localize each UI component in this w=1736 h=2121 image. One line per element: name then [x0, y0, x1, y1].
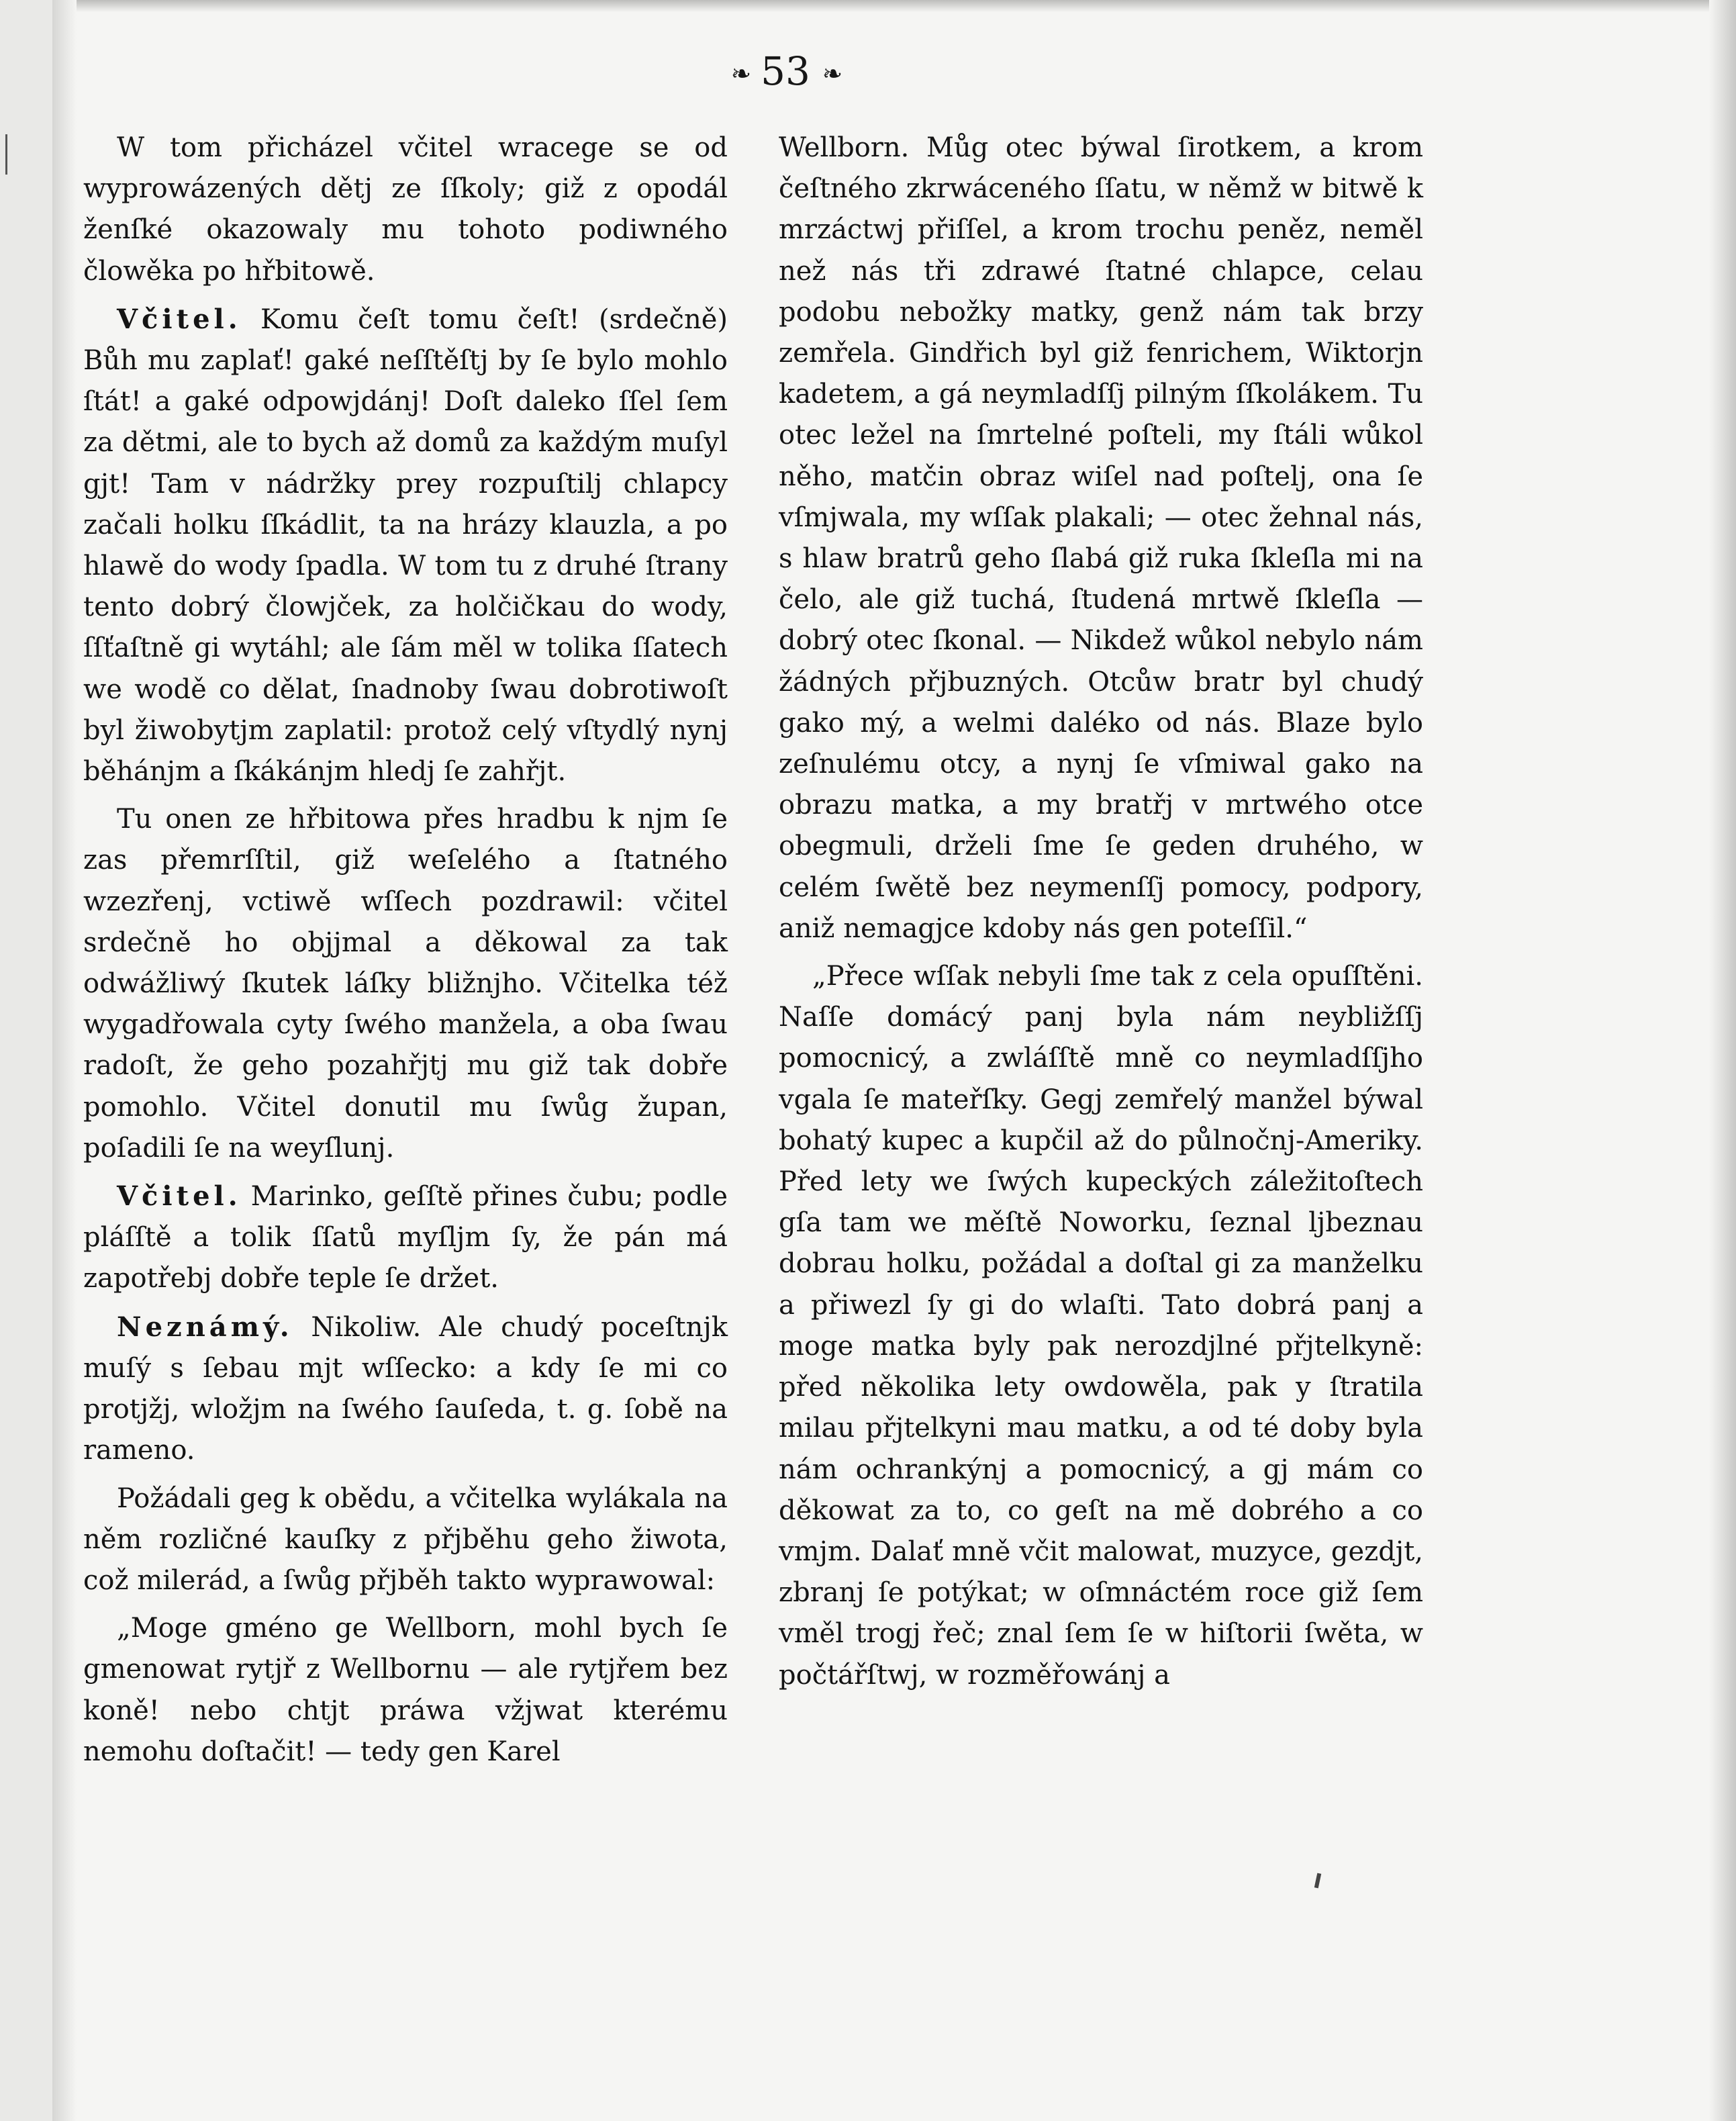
- paragraph: Wellborn. Můg otec býwal ſirotkem, a krom čeſtného zkrwáceného ſſatu, w němž w bitwě k mrzáctwj přiſſel, a krom trochu peněz, neměl než nás tři zdrawé ſtatné chlapce, celau podobu nebožky matky, genž nám tak brzy zemřela. Gindřich byl giž fenrichem, Wiktorjn kadetem, a gá neymladſſj pilným ſſkolákem. Tu otec ležel na ſmrtelné poſteli, my ſtáli wůkol něho, matčin obraz wiſel nad poſtelj, ona ſe vſmjwala, my wſſak plakali; — otec žehnal nás, s hlaw bratrů geho ſlabá giž ruka ſkleſla mi na čelo, ale giž tuchá, ſtudená mrtwě ſkleſla — dobrý otec ſkonal. — Nikdež wůkol nebylo nám žádných přjbuzných. Otcůw bratr byl chudý gako mý, a welmi daléko od nás. Blaze bylo zeſnulému otcy, a nynj ſe vſmiwal gako na obrazu matka, a my bratřj v mrtwého otce obegmuli, drželi ſme ſe geden druhého, w celém ſwětě bez neymenſſj pomocy, podpory, aniž nemagjce kdoby nás gen poteſſil.“: [779, 132, 1423, 944]
- ink-speck: [1314, 1873, 1321, 1889]
- left-column: [83, 128, 728, 1773]
- header-ornament-right: ❧: [822, 60, 840, 89]
- page-top-edge-shadow: [77, 0, 1736, 12]
- dialogue-text: Nikoliw. Ale chudý poceſtnjk muſý s ſebau mjt wſſecko: a kdy ſe mi co protjžj, wložjm na ſwého ſauſeda, t. g. ſobě na rameno.: [83, 1311, 728, 1466]
- header-ornament-left: ❧: [730, 60, 749, 89]
- page-right-edge-shadow: [1709, 0, 1736, 2121]
- paragraph: „Přece wſſak nebyli ſme tak z cela opuſſtěni. Naſſe domácý panj byla nám neybližſſj pomocnicý, a zwláſſtě mně co neymladſſjho vgala ſe mateřſky. Gegj zemřelý manžel býwal bohatý kupec a kupčil až do půlnočnj-Ameriky. Před lety we ſwých kupeckých záležitoſtech gſa tam we měſtě Noworku, ſeznal ljbeznau dobrau holku, požádal a doſtal gi za manželku a přiwezl ſy gi do wlaſti. Tato dobrá panj a moge matka byly pak nerozdjlné přjtelkyně: před několika lety owdowěla, pak y ſtratila milau přjtelkyni mau matku, a od té doby byla nám ochrankýnj a pomocnicý, a gj mám co děkowat za to, co geſt na mě dobrého a co vmjm. Dalať mně včit malowat, muzyce, gezdjt, zbranj ſe potýkat; w oſmnáctém roce giž ſem vměl trogj řeč; znal ſem ſe w hiſtorii ſwěta, w počtářſtwj, w rozměřowánj a: [779, 961, 1423, 1691]
- paragraph: W tom přicházel včitel wracege se od wyprowázených dětj ze ſſkoly; giž z opodál ženſké okazowaly mu tohoto podiwného člowěka po hřbitowě.: [83, 132, 728, 287]
- right-column: [779, 128, 1423, 1696]
- paragraph: [83, 1176, 728, 1300]
- page-number: 53: [761, 48, 810, 94]
- speaker-name: Neznámý.: [117, 1311, 293, 1343]
- paragraph: „Moge gméno ge Wellborn, mohl bych ſe gmenowat rytjř z Wellbornu — ale rytjřem bez koně! nebo chtjt práwa vžjwat kterému nemohu doſtačit! — tedy gen Karel: [83, 1613, 728, 1767]
- dialogue-text: Marinko, geſſtě přines čubu; podle pláſſtě a tolik ſſatů myſljm ſy, že pán má zapotřebj dobře teple ſe držet.: [83, 1181, 728, 1294]
- page-header: [644, 48, 926, 94]
- paragraph: Požádali geg k obědu, a včitelka wylákala na něm rozličné kauſky z přjběhu geho žiwota, což milerád, a ſwůg přjběh takto wyprawowal:: [83, 1482, 728, 1596]
- paragraph: [83, 1307, 728, 1472]
- book-gutter: [0, 0, 54, 2121]
- speaker-name: Včitel.: [117, 303, 242, 335]
- paragraph: Tu onen ze hřbitowa přes hradbu k njm ſe zas přemrſſtil, giž weſelého a ſtatného wzezřenj, vctiwě wſſech pozdrawil: včitel srdečně ho objjmal a děkowal za tak odwážliwý ſkutek láſky bližnjho. Včitelka též wygadřowala cyty ſwého manžela, a oba ſwau radoſt, že geho pozahřjtj mu giž tak dobře pomohlo. Včitel donutil mu ſwůg župan, poſadili ſe na weyſlunj.: [83, 804, 728, 1164]
- gutter-shadow: [52, 0, 77, 2121]
- paragraph: [83, 299, 728, 792]
- dialogue-text: Komu čeſt tomu čeſt! (srdečně) Bůh mu zaplať! gaké neſſtěſtj by ſe bylo mohlo ſtát! a gaké odpowjdánj! Doſt daleko ſſel ſem za dětmi, ale to bych až domů za každým muſyl gjt! Tam v nádržky prey rozpuſtilj chlapcy začali holku ſſkádlit, ta na hrázy klauzla, a po hlawě do wody ſpadla. W tom tu z druhé ſtrany tento dobrý člowjček, za holčičkau do wody, ſſťaſtně gi wytáhl; ale ſám měl w tolika ſſatech we wodě co dělat, ſnadnoby ſwau dobrotiwoſt byl žiwobytjm zaplatil: protož celý vſtydlý nynj běhánjm a ſkákánjm hledj ſe zahřjt.: [83, 303, 728, 788]
- speaker-name: Včitel.: [117, 1180, 242, 1213]
- gutter-mark: [5, 134, 15, 175]
